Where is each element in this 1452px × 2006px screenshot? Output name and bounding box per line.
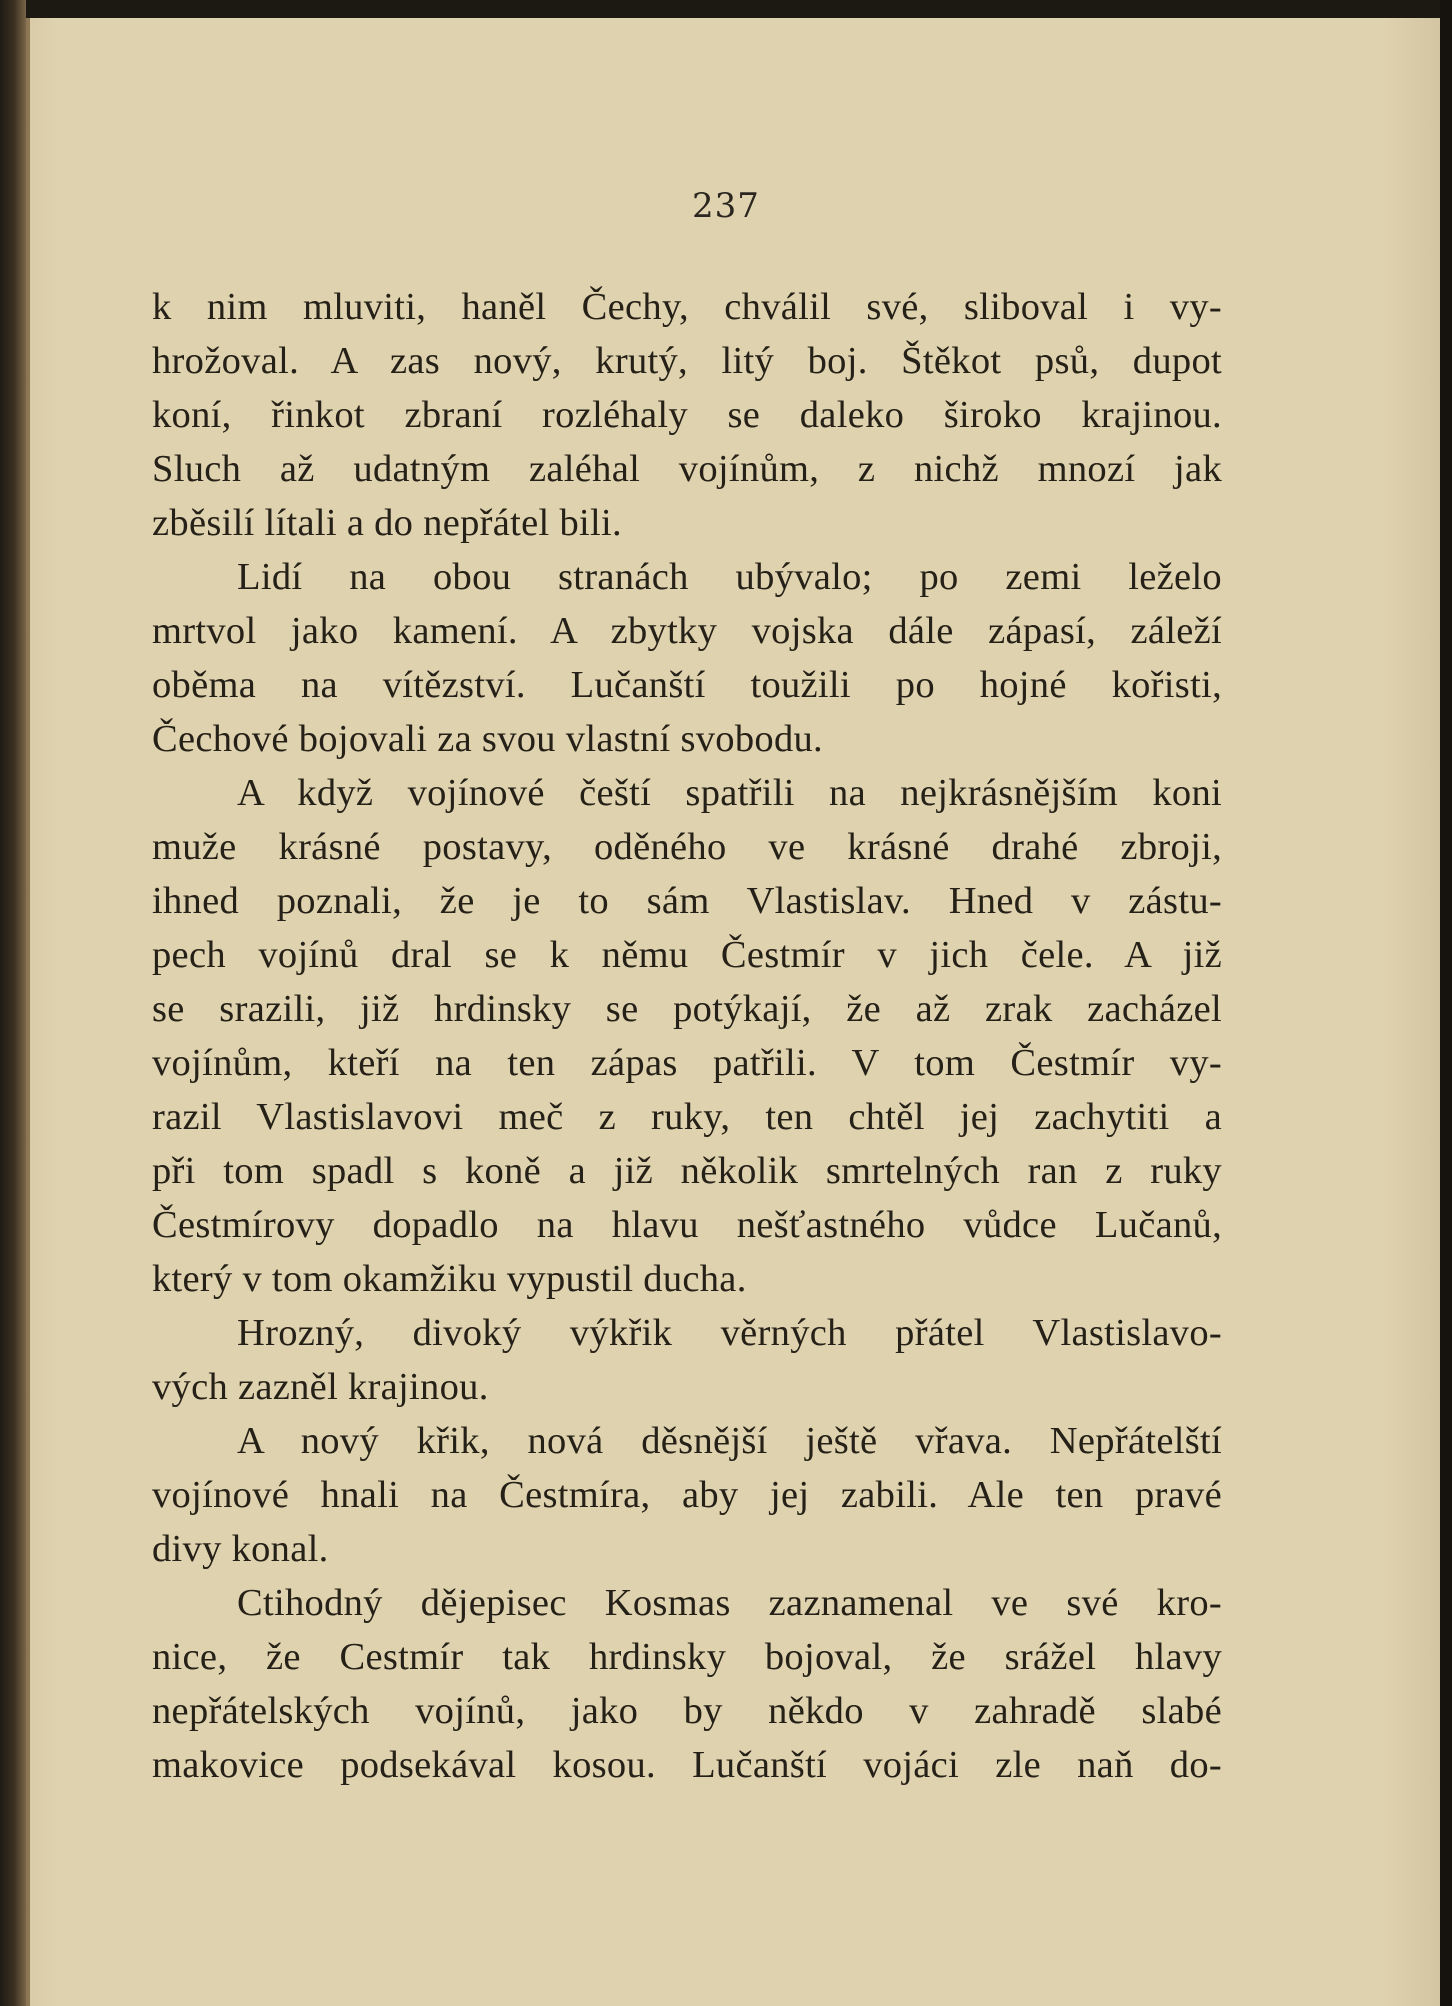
text-line: divy konal. <box>152 1528 329 1570</box>
text-line: který v tom okamžiku vypustil ducha. <box>152 1258 747 1300</box>
text-line: zběsilí lítali a do nepřátel bili. <box>152 502 622 544</box>
text-line: Lidí na obou stranách ubývalo; po zemi leželo <box>237 556 1222 598</box>
book-spine <box>0 0 26 2006</box>
text-line: nice, že Cestmír tak hrdinsky bojoval, že srážel hlavy <box>152 1636 1222 1678</box>
body-text <box>152 280 1222 1792</box>
text-line: makovice podsekával kosou. Lučanští vojáci zle naň do- <box>152 1744 1222 1786</box>
text-line: při tom spadl s koně a již několik smrtelných ran z ruky <box>152 1150 1222 1192</box>
text-line: muže krásné postavy, oděného ve krásné drahé zbroji, <box>152 826 1222 868</box>
text-line: Hrozný, divoký výkřik věrných přátel Vlastislavo- <box>237 1312 1222 1354</box>
text-line: Sluch až udatným zaléhal vojínům, z nichž mnozí jak <box>152 448 1222 490</box>
text-line: pech vojínů dral se k němu Čestmír v jich čele. A již <box>152 934 1222 976</box>
right-scan-edge <box>1440 0 1452 2006</box>
text-line: vojínům, kteří na ten zápas patřili. V tom Čestmír vy- <box>152 1042 1222 1084</box>
text-line: k nim mluviti, haněl Čechy, chválil své, sliboval i vy- <box>152 286 1222 328</box>
text-line: se srazili, již hrdinsky se potýkají, že až zrak zacházel <box>152 988 1222 1030</box>
text-line: A nový křik, nová děsnější ještě vřava. Nepřátelští <box>237 1420 1222 1462</box>
spine-fold-line <box>26 18 30 2006</box>
top-scan-edge <box>0 0 1440 18</box>
text-line: oběma na vítězství. Lučanští toužili po hojné kořisti, <box>152 664 1222 706</box>
text-line: Čechové bojovali za svou vlastní svobodu. <box>152 718 823 760</box>
text-line: A když vojínové čeští spatřili na nejkrásnějším koni <box>237 772 1222 814</box>
text-line: koní, řinkot zbraní rozléhaly se daleko široko krajinou. <box>152 394 1222 436</box>
text-line: Čestmírovy dopadlo na hlavu nešťastného vůdce Lučanů, <box>152 1204 1222 1246</box>
text-line: vojínové hnali na Čestmíra, aby jej zabili. Ale ten pravé <box>152 1474 1222 1516</box>
text-line: vých zazněl krajinou. <box>152 1366 489 1408</box>
text-line: mrtvol jako kamení. A zbytky vojska dále zápasí, záleží <box>152 610 1222 652</box>
text-line: hrožoval. A zas nový, krutý, litý boj. Štěkot psů, dupot <box>152 340 1222 382</box>
text-line: nepřátelských vojínů, jako by někdo v zahradě slabé <box>152 1690 1222 1732</box>
text-line: razil Vlastislavovi meč z ruky, ten chtěl jej zachytiti a <box>152 1096 1222 1138</box>
text-line: ihned poznali, že je to sám Vlastislav. Hned v zástu- <box>152 880 1222 922</box>
page-number: 237 <box>692 186 760 226</box>
text-line: Ctihodný dějepisec Kosmas zaznamenal ve své kro- <box>237 1582 1222 1624</box>
